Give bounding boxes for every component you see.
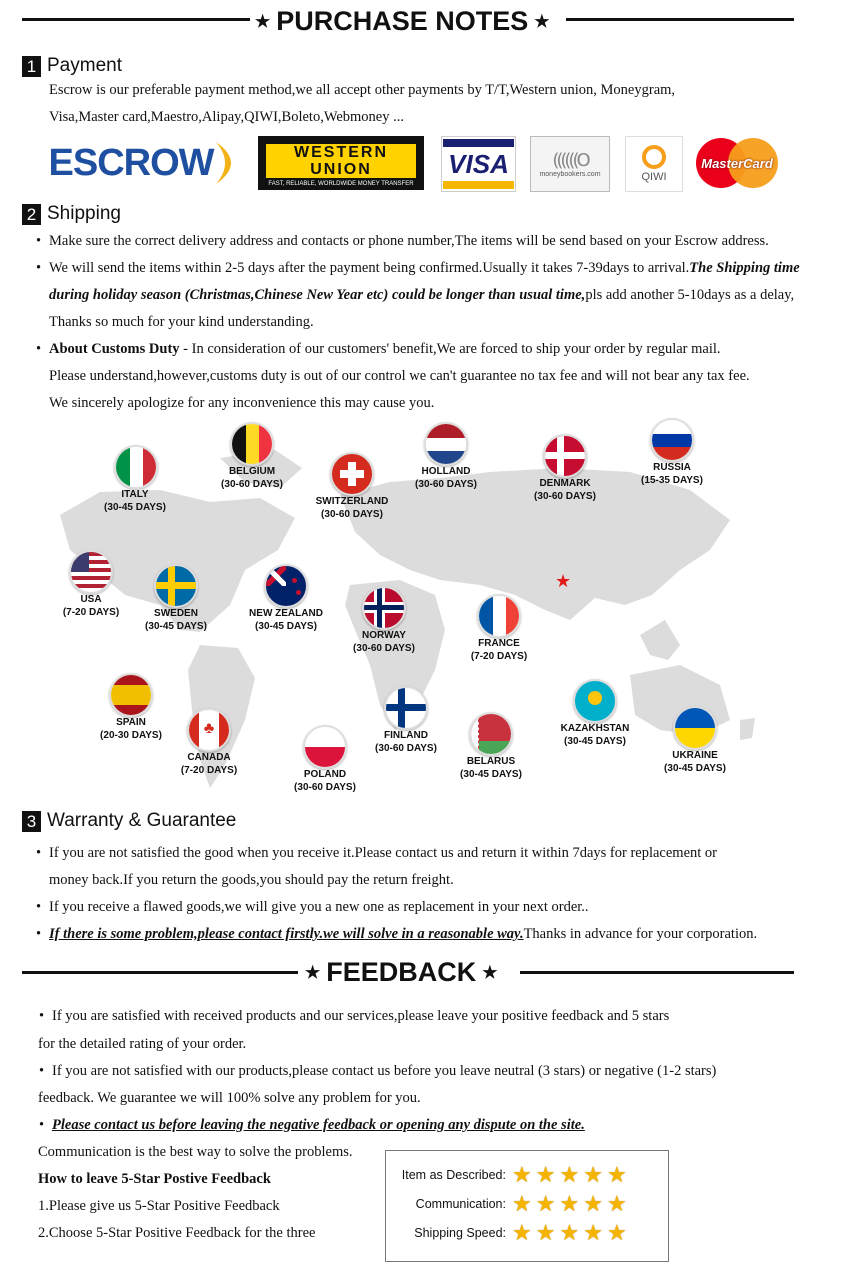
star-icon: ★	[512, 1162, 532, 1187]
spain-flag-icon	[109, 673, 153, 717]
holland-flag-icon	[424, 422, 468, 466]
country-label-canada: CANADA (7-20 DAYS)	[180, 752, 238, 776]
kazakhstan-flag-icon	[573, 679, 617, 723]
banner-rule-right	[566, 18, 794, 21]
country-label-denmark: DENMARK (30-60 DAYS)	[534, 478, 596, 502]
payment-heading	[22, 55, 122, 77]
new-zealand-flag-icon	[264, 564, 308, 608]
ukraine-flag-icon	[673, 706, 717, 750]
payment-title: Payment	[47, 55, 122, 76]
canada-flag-icon: ♣	[187, 708, 231, 752]
shipping-title: Shipping	[47, 203, 121, 224]
star-icon: ★	[512, 1220, 532, 1245]
moneybookers-logo: ((((((O moneybookers.com	[530, 136, 610, 192]
rating-row-communication: Communication: ★ ★ ★ ★ ★	[415, 1191, 627, 1216]
howto-title: How to leave 5-Star Postive Feedback	[38, 1171, 271, 1187]
shipping-bullet-1: • Make sure the correct delivery address and contacts or phone number,The items will be send based on your Escrow address.	[49, 233, 769, 250]
section-number: 3	[22, 811, 41, 832]
qiwi-logo: QIWI	[625, 136, 683, 192]
section-number: 1	[22, 56, 41, 77]
payment-text-line1: Escrow is our preferable payment method,we all accept other payments by T/T,Western union, Moneygram,	[49, 82, 676, 98]
russia-flag-icon	[650, 418, 694, 462]
country-label-norway: NORWAY (30-60 DAYS)	[353, 630, 415, 654]
warranty-title: Warranty & Guarantee	[47, 810, 237, 831]
country-label-switzerland: SWITZERLAND (30-60 DAYS)	[315, 496, 389, 520]
feedback-communication-line: Communication is the best way to solve the problems.	[38, 1144, 353, 1160]
purchase-notes-banner	[0, 6, 850, 36]
feedback-bullet-1-line2: for the detailed rating of your order.	[38, 1036, 247, 1052]
star-icon: ★	[255, 11, 271, 31]
star-icon: ★	[535, 1191, 556, 1216]
escrow-swoosh-icon	[214, 140, 244, 186]
rating-row-item-as-described: Item as Described: ★ ★ ★ ★ ★	[401, 1162, 627, 1187]
shipping-bullet-3-line2: Please understand,however,customs duty is out of our control we can't guarantee no tax fee and will not bear any tax fee.	[49, 368, 750, 384]
star-icon: ★	[305, 962, 321, 982]
star-icon: ★	[583, 1220, 603, 1245]
visa-logo: VISA	[441, 136, 516, 192]
country-label-kazakhstan: KAZAKHSTAN (30-45 DAYS)	[560, 723, 630, 747]
star-icon: ★	[482, 962, 498, 982]
country-label-belarus: BELARUS (30-45 DAYS)	[460, 756, 522, 780]
feedback-banner	[0, 957, 850, 987]
country-label-spain: SPAIN (20-30 DAYS)	[100, 717, 162, 741]
star-icon: ★	[534, 11, 550, 31]
country-label-ukraine: UKRAINE (30-45 DAYS)	[664, 750, 726, 774]
star-icon: ★	[583, 1191, 603, 1216]
banner-rule-left	[22, 18, 250, 21]
feedback-bullet-1: • If you are satisfied with received products and our services,please leave your positive feedback and 5 stars	[52, 1008, 669, 1025]
country-label-holland: HOLLAND (30-60 DAYS)	[415, 466, 477, 490]
country-label-france: FRANCE (7-20 DAYS)	[470, 638, 528, 662]
denmark-flag-icon	[543, 434, 587, 478]
country-label-italy: ITALY (30-45 DAYS)	[104, 489, 166, 513]
feedback-title: FEEDBACK	[326, 957, 477, 987]
shipping-heading	[22, 203, 121, 225]
rating-example-box	[385, 1150, 669, 1262]
china-star-icon: ★	[555, 571, 572, 591]
warranty-heading	[22, 810, 236, 832]
banner-rule-right	[520, 971, 794, 974]
feedback-bullet-2-line2: feedback. We guarantee we will 100% solve any problem for you.	[38, 1090, 421, 1106]
star-icon: ★	[583, 1162, 603, 1187]
country-label-poland: POLAND (30-60 DAYS)	[294, 769, 356, 793]
star-icon: ★	[559, 1162, 580, 1187]
rating-row-shipping-speed: Shipping Speed: ★ ★ ★ ★ ★	[414, 1220, 627, 1245]
payment-text-line2: Visa,Master card,Maestro,Alipay,QIWI,Boleto,Webmoney ...	[49, 109, 404, 125]
star-icon: ★	[606, 1220, 627, 1245]
country-label-belgium: BELGIUM (30-60 DAYS)	[221, 466, 283, 490]
france-flag-icon	[477, 594, 521, 638]
mastercard-logo: MasterCard	[694, 136, 780, 190]
warranty-bullet-1: • If you are not satisfied the good when you receive it.Please contact us and return it within 7days for replacement or	[49, 845, 717, 862]
star-icon: ★	[535, 1220, 556, 1245]
banner-rule-left	[22, 971, 298, 974]
norway-flag-icon	[362, 586, 406, 630]
howto-step-2: 2.Choose 5-Star Positive Feedback for the three	[38, 1225, 316, 1241]
belarus-flag-icon	[469, 712, 513, 756]
purchase-notes-title: PURCHASE NOTES	[276, 6, 529, 36]
star-icon: ★	[606, 1191, 627, 1216]
country-label-finland: FINLAND (30-60 DAYS)	[375, 730, 437, 754]
escrow-logo: ESCROW	[46, 136, 246, 190]
warranty-bullet-2: • If you receive a flawed goods,we will give you a new one as replacement in your next order..	[49, 899, 589, 916]
shipping-bullet-3: • About Customs Duty - In consideration of our customers' benefit,We are forced to ship your order by regular mail.	[49, 341, 721, 358]
western-union-logo: WESTERN UNION FAST, RELIABLE, WORLDWIDE MONEY TRANSFER	[258, 136, 424, 190]
howto-step-1: 1.Please give us 5-Star Positive Feedback	[38, 1198, 280, 1214]
qiwi-icon	[642, 145, 666, 169]
shipping-bullet-2-line2: during holiday season (Christmas,Chinese New Year etc) could be longer than usual time,pls add another 5-10days as a delay,	[49, 287, 795, 303]
star-icon: ★	[559, 1191, 580, 1216]
country-label-usa: USA (7-20 DAYS)	[62, 594, 120, 618]
world-shipping-map	[40, 420, 820, 805]
warranty-bullet-1-line2: money back.If you return the goods,you should pay the return freight.	[49, 872, 454, 888]
country-label-new-zealand: NEW ZEALAND (30-45 DAYS)	[249, 608, 323, 632]
section-number: 2	[22, 204, 41, 225]
usa-flag-icon	[69, 550, 113, 594]
feedback-bullet-3: • Please contact us before leaving the negative feedback or opening any dispute on the site.	[52, 1117, 585, 1134]
country-label-russia: RUSSIA (15-35 DAYS)	[641, 462, 703, 486]
star-icon: ★	[535, 1162, 556, 1187]
moneybookers-icon: ((((((O	[552, 150, 588, 171]
star-icon: ★	[559, 1220, 580, 1245]
italy-flag-icon	[114, 445, 158, 489]
warranty-bullet-3: • If there is some problem,please contact firstly.we will solve in a reasonable way.Thanks in advance for your corporation.	[49, 926, 757, 943]
poland-flag-icon	[303, 725, 347, 769]
star-icon: ★	[606, 1162, 627, 1187]
finland-flag-icon	[384, 686, 428, 730]
shipping-bullet-3-line3: We sincerely apologize for any inconvenience this may cause you.	[49, 395, 435, 411]
star-icon: ★	[512, 1191, 532, 1216]
switzerland-flag-icon	[330, 452, 374, 496]
shipping-bullet-2-line3: Thanks so much for your kind understanding.	[49, 314, 314, 330]
belgium-flag-icon	[230, 422, 274, 466]
feedback-bullet-2: • If you are not satisfied with our products,please contact us before you leave neutral (3 stars) or negative (1-2 stars)	[52, 1063, 716, 1080]
shipping-bullet-2: • We will send the items within 2-5 days after the payment being confirmed.Usually it takes 7-39days to arrival.The Shipping time	[49, 260, 800, 277]
country-label-sweden: SWEDEN (30-45 DAYS)	[145, 608, 207, 632]
sweden-flag-icon	[154, 564, 198, 608]
